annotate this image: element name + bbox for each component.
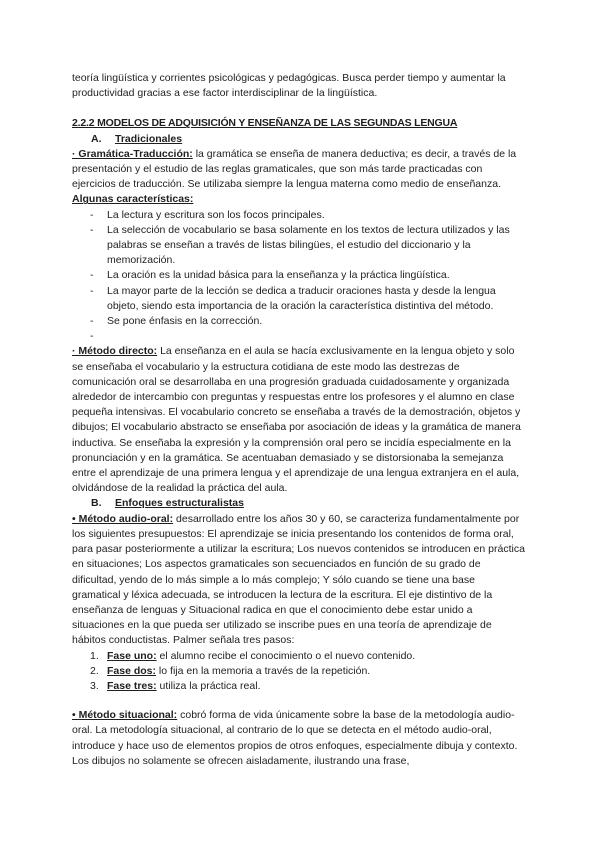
spacer (72, 101, 526, 116)
list-item (72, 314, 526, 329)
audio-oral-paragraph (72, 512, 526, 649)
caracteristicas-title: Algunas características: (72, 193, 194, 206)
dash-bullet: - (90, 223, 94, 236)
dash-bullet: - (90, 208, 94, 221)
list-item-text: La oración es la unidad básica para la enseñanza y la práctica lingüística. (107, 269, 450, 282)
list-item-text: La lectura y escritura son los focos principales. (107, 208, 325, 221)
fase-text: lo fija en la memoria a través de la repetición. (156, 664, 371, 677)
directo-text: La enseñanza en el aula se hacía exclusivamente en la lengua objeto y solo se enseñaba el vocabulario y la estructura cotidiana de este modo las destrezas de comunicación oral se desarrollaba en una progresión graduada cuidadosamente y organizada alrededor de intercambio con preguntas y respuestas entre los profesores y el alumno en clase pequeña intensivas. El vocabulario concreto se enseñaba a través de la demostración, objetos y dibujos; El vocabulario abstracto se enseñaba por asociación de ideas y la gramática de manera inductiva. Se enseñaba la expresión y la comprensión oral pero se incidía especialmente en la pronunciación y en la gramática. Se acentuaban demasiado y se distorsionaba la semejanza entre el aprendizaje de una primera lengua y el aprendizaje de una lengua extranjera en el aula, olvidándose de la realidad la práctica del aula. (72, 345, 521, 495)
list-item (72, 679, 526, 694)
situacional-label: • Método situacional: (72, 709, 178, 722)
list-item-text: La mayor parte de la lección se dedica a traducir oraciones hasta y desde la lengua objeto, siendo esta importancia de la oración la característica distintiva del método. (107, 284, 496, 312)
list-item (72, 284, 526, 314)
situacional-text: cobró forma de vida únicamente sobre la base de la metodología audio-oral. La metodología situacional, al contrario de lo que se detecta en el método audio-oral, introduce y hace uso de elementos propios de otros enfoques, especialmente dibuja y contexto. Los dibujos no solamente se ofrecen aisladamente, ilustrando una frase, (72, 709, 518, 767)
subsection-b-letter: B. (91, 497, 102, 510)
dash-bullet: - (90, 284, 94, 297)
list-number: 3. (90, 679, 99, 692)
subsection-b-heading (72, 496, 526, 511)
situacional-paragraph (72, 708, 526, 769)
section-heading: 2.2.2 MODELOS DE ADQUISICIÓN Y ENSEÑANZA DE LAS SEGUNDAS LENGUA (72, 117, 458, 130)
audio-oral-label: • Método audio-oral: (72, 512, 174, 525)
fase-label: Fase dos: (107, 664, 157, 677)
fase-label: Fase tres: (107, 679, 157, 692)
dash-bullet: - (90, 269, 94, 282)
list-item (72, 664, 526, 679)
subsection-a-title: Tradicionales (115, 132, 183, 145)
directo-paragraph (72, 344, 526, 496)
fase-label: Fase uno: (107, 649, 157, 662)
list-item (72, 649, 526, 664)
gramatica-text: la gramática se enseña de manera deductiva; es decir, a través de la presentación y el estudio de las reglas gramaticales, que son más tarde practicadas con ejercicios de traducción. Se utilizaba siempre la lengua materna como medio de enseñanza. (72, 147, 517, 191)
spacer (72, 694, 526, 708)
gramatica-label: · Gramática-Traducción: (72, 147, 193, 160)
list-number: 2. (90, 664, 99, 677)
list-item-text: La selección de vocabulario se basa solamente en los textos de lectura utilizados y las palabras se enseñan a través de listas bilingües, el estudio del diccionario y la memorización. (107, 223, 510, 267)
gramatica-paragraph (72, 147, 526, 193)
subsection-a-heading (72, 132, 526, 147)
directo-label: · Método directo: (72, 345, 158, 358)
document-body (72, 71, 526, 769)
subsection-b-title: Enfoques estructuralistas (115, 497, 244, 510)
audio-oral-text: desarrollado entre los años 30 y 60, se caracteriza fundamentalmente por los siguientes presupuestos: El aprendizaje se inicia presentando los contenidos de forma oral, para pasar posteriormente a utilizar la escritura; Los nuevos contenidos se introducen en práctica en situaciones; Los aspectos gramaticales son secuenciados en función de su grado de dificultad, yendo de lo más simple a lo más complejo; Y sólo cuando se tiene una base gramatical y léxica adecuada, se introducen la lectura de la escritura. El eje distintivo de la enseñanza de lenguas y Situacional radica en que el conocimiento debe estar unido a situaciones en la que pueda ser utilizado se inscribe pues en una teoría de aprendizaje de hábitos conductistas. Palmer señala tres pasos: (72, 512, 525, 647)
list-item (72, 208, 526, 223)
list-item-text (107, 330, 110, 342)
subsection-a-letter: A. (91, 132, 102, 145)
dash-bullet: - (90, 330, 94, 343)
list-item (72, 329, 526, 344)
list-item-text: Se pone énfasis en la corrección. (107, 315, 263, 328)
fase-text: el alumno recibe el conocimiento o el nuevo contenido. (156, 649, 416, 662)
fase-text: utiliza la práctica real. (156, 679, 261, 692)
list-number: 1. (90, 649, 99, 662)
fases-list (72, 649, 526, 695)
intro-paragraph: teoría lingüística y corrientes psicológicas y pedagógicas. Busca perder tiempo y aumentar la productividad gracias a ese factor interdisciplinar de la lingüística. (72, 72, 506, 100)
dash-bullet: - (90, 315, 94, 328)
list-item (72, 268, 526, 283)
list-item (72, 223, 526, 269)
caracteristicas-list (72, 208, 526, 345)
